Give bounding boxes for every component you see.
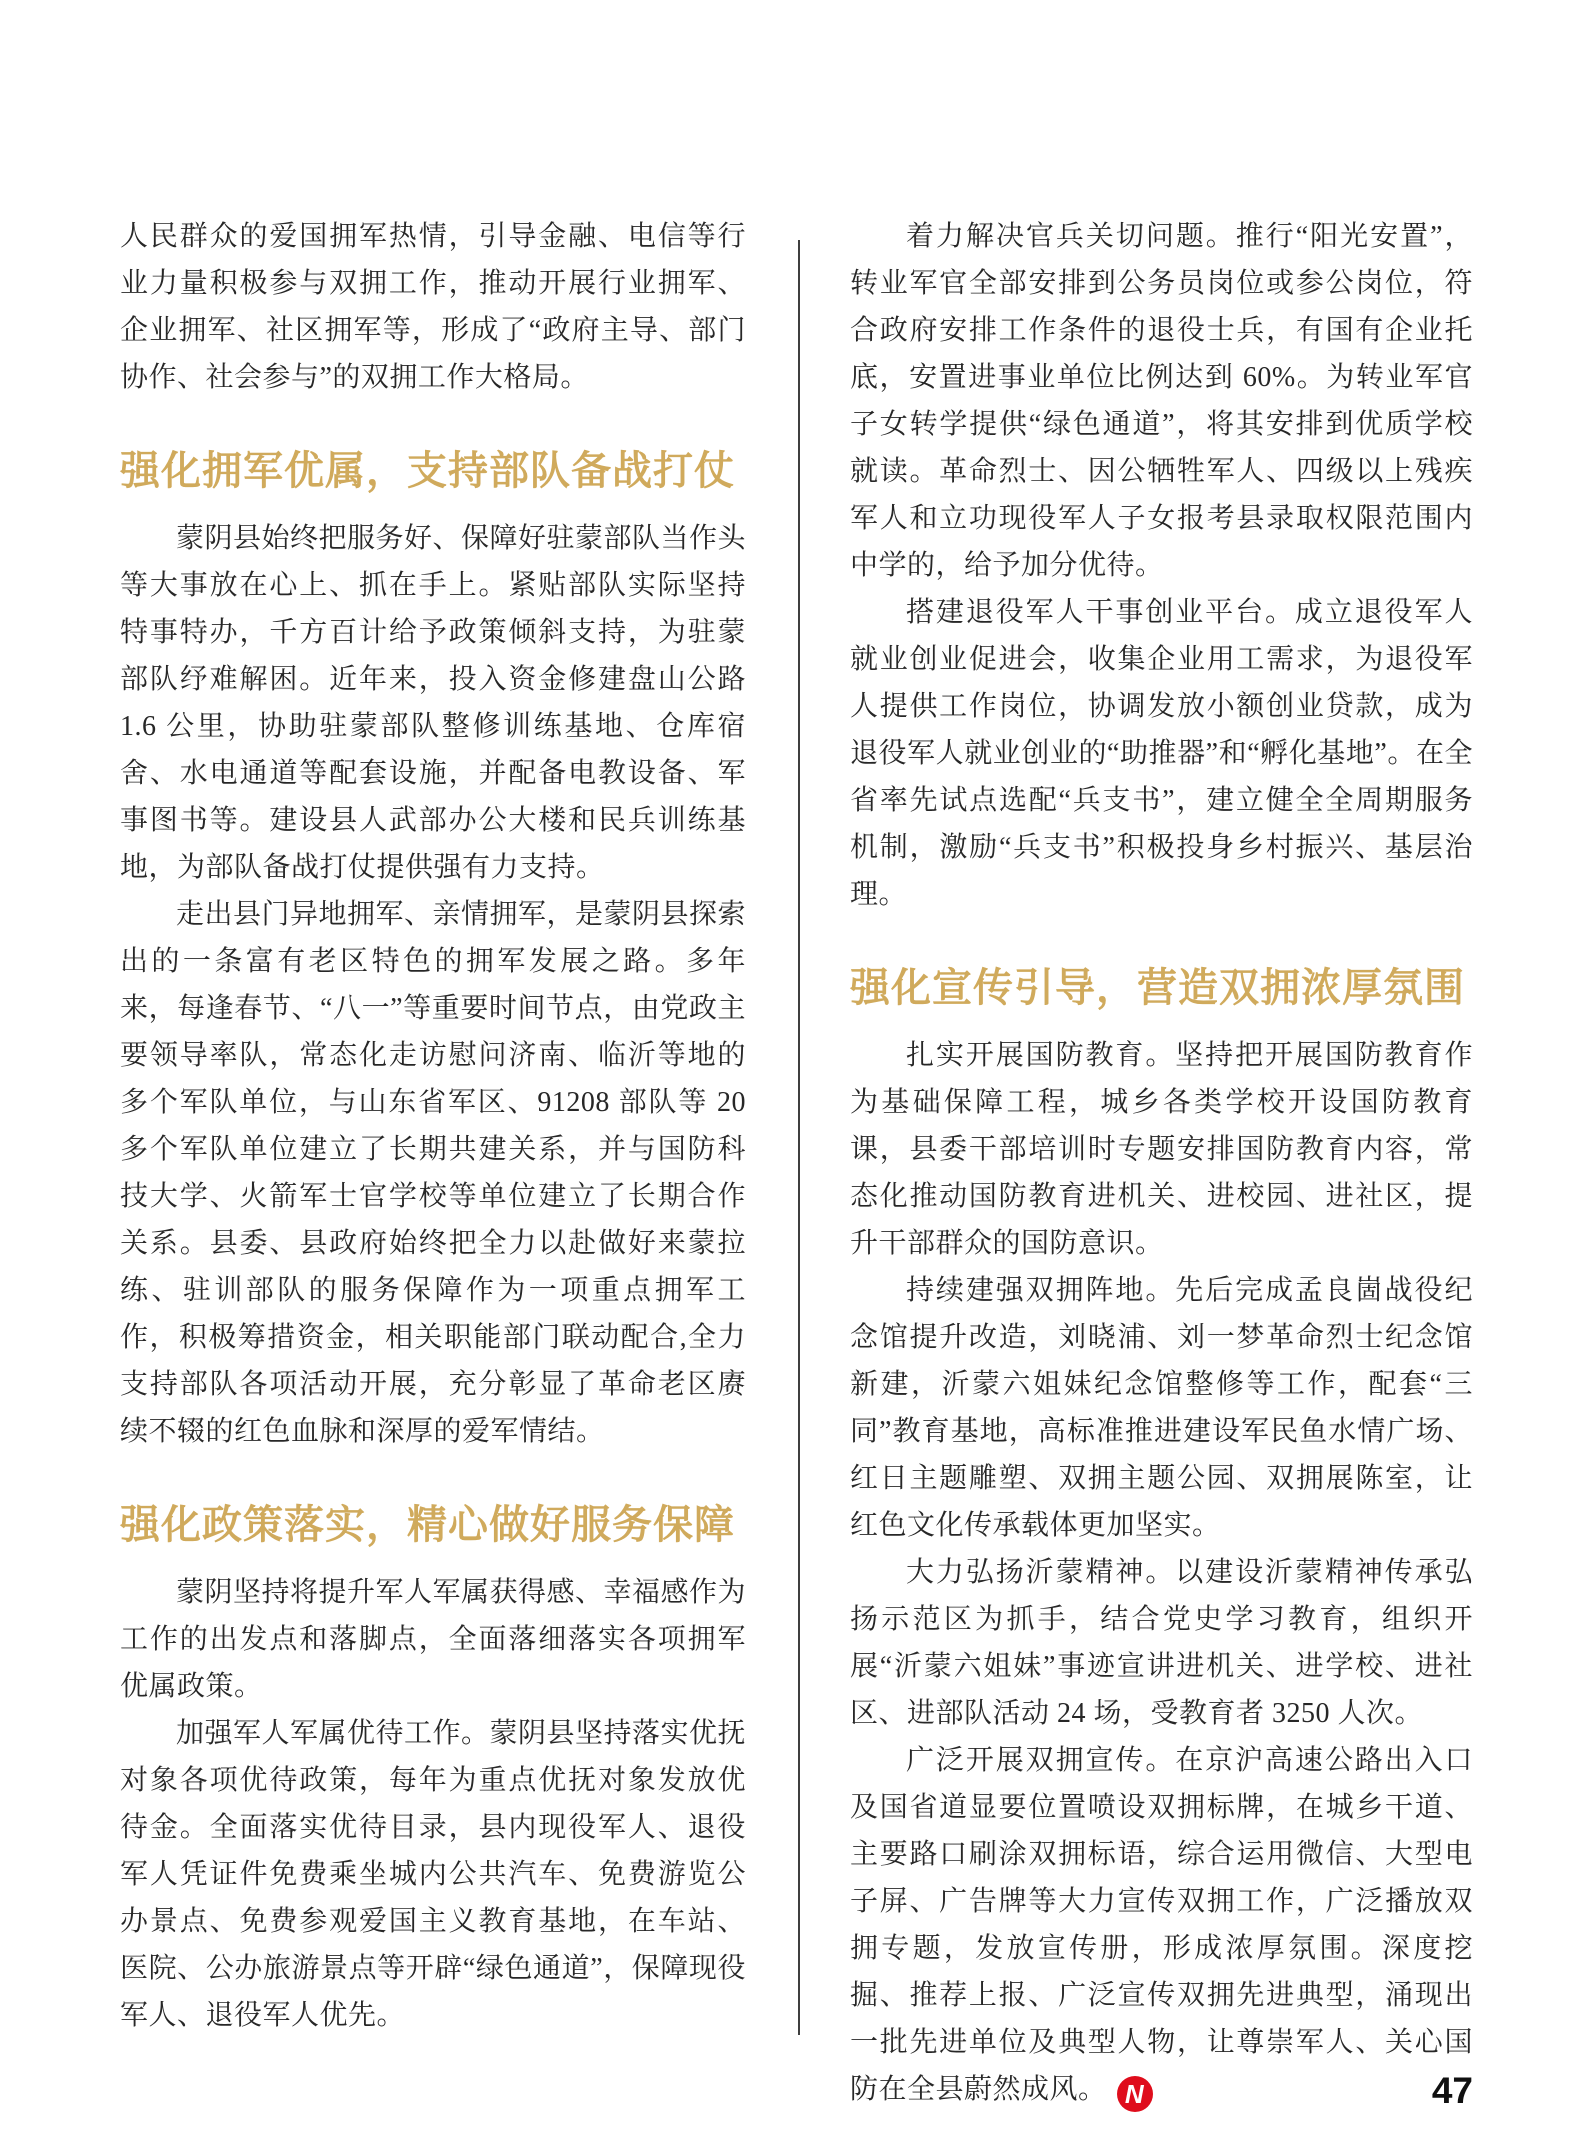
section-heading-1: 强化拥军优属，支持部队备战打仗 [120,449,735,493]
paragraph-text: 广泛开展双拥宣传。在京沪高速公路出入口及国省道显要位置喷设双拥标牌，在城乡干道、主要路口刷涂双拥标语，综合运用微信、大型电子屏、广告牌等大力宣传双拥工作，广泛播放双拥专题，发放宣传册，形成浓厚氛围。深度挖掘、推荐上报、广泛宣传双拥先进典型，涌现出一批先进单位及典型人物，让尊崇军人、关心国防在全县蔚然成风。 [850,1745,1473,2105]
section-heading-3: 强化宣传引导，营造双拥浓厚氛围 [850,966,1465,1010]
paragraph-last [850,1737,1473,2113]
paragraph-continuation: 人民群众的爱国拥军热情，引导金融、电信等行业力量积极参与双拥工作，推动开展行业拥军、企业拥军、社区拥军等，形成了“政府主导、部门协作、社会参与”的双拥工作大格局。 [120,221,746,393]
paragraph: 扎实开展国防教育。坚持把开展国防教育作为基础保障工程，城乡各类学校开设国防教育课，县委干部培训时专题安排国防教育内容，常态化推动国防教育进机关、进校园、进社区，提升干部群众的国防意识。 [850,1040,1473,1259]
paragraph: 大力弘扬沂蒙精神。以建设沂蒙精神传承弘扬示范区为抓手，结合党史学习教育，组织开展“沂蒙六姐妹”事迹宣讲进机关、进学校、进社区、进部队活动 24 场，受教育者 3250 人次。 [850,1557,1473,1729]
paragraph: 蒙阴坚持将提升军人军属获得感、幸福感作为工作的出发点和落脚点，全面落细落实各项拥军优属政策。 [120,1577,747,1702]
column-divider [798,240,800,2035]
right-column [850,213,1473,2113]
paragraph: 走出县门异地拥军、亲情拥军，是蒙阴县探索出的一条富有老区特色的拥军发展之路。多年来，每逢春节、“八一”等重要时间节点，由党政主要领导率队，常态化走访慰问济南、临沂等地的多个军队单位，与山东省军区、91208 部队等 20 多个军队单位建立了长期共建关系，并与国防科技大学、火箭军士官学校等单位建立了长期合作关系。县委、县政府始终把全力以赴做好来蒙拉练、驻训部队的服务保障作为一项重点拥军工作，积极筹措资金，相关职能部门联动配合,全力支持部队各项活动开展，充分彰显了革命老区赓续不辍的红色血脉和深厚的爱军情结。 [120,899,747,1447]
section-heading-2: 强化政策落实，精心做好服务保障 [120,1503,735,1547]
paragraph: 持续建强双拥阵地。先后完成孟良崮战役纪念馆提升改造，刘晓浦、刘一梦革命烈士纪念馆新建，沂蒙六姐妹纪念馆整修等工作，配套“三同”教育基地，高标准推进建设军民鱼水情广场、红日主题雕塑、双拥主题公园、双拥展陈室，让红色文化传承载体更加坚实。 [850,1275,1473,1541]
paragraph: 着力解决官兵关切问题。推行“阳光安置”，转业军官全部安排到公务员岗位或参公岗位，符合政府安排工作条件的退役士兵，有国有企业托底，安置进事业单位比例达到 60%。为转业军官子女转学提供“绿色通道”，将其安排到优质学校就读。革命烈士、因公牺牲军人、四级以上残疾军人和立功现役军人子女报考县录取权限范围内中学的，给予加分优待。 [850,221,1473,581]
paragraph: 蒙阴县始终把服务好、保障好驻蒙部队当作头等大事放在心上、抓在手上。紧贴部队实际坚持特事特办，千方百计给予政策倾斜支持，为驻蒙部队纾难解困。近年来，投入资金修建盘山公路 1.6 公里，协助驻蒙部队整修训练基地、仓库宿舍、水电通道等配套设施，并配备电教设备、军事图书等。建设县人武部办公大楼和民兵训练基地，为部队备战打仗提供强有力支持。 [120,523,747,883]
paragraph: 搭建退役军人干事创业平台。成立退役军人就业创业促进会，收集企业用工需求，为退役军人提供工作岗位，协调发放小额创业贷款，成为退役军人就业创业的“助推器”和“孵化基地”。在全省率先试点选配“兵支书”，建立健全全周期服务机制，激励“兵支书”积极投身乡村振兴、基层治理。 [850,597,1473,910]
page-number: 47 [1431,2070,1473,2111]
left-column [120,213,746,2039]
paragraph: 加强军人军属优待工作。蒙阴县坚持落实优抚对象各项优待政策，每年为重点优抚对象发放优待金。全面落实优待目录，县内现役军人、退役军人凭证件免费乘坐城内公共汽车、免费游览公办景点、免费参观爱国主义教育基地，在车站、医院、公办旅游景点等开辟“绿色通道”，保障现役军人、退役军人优先。 [120,1718,747,2031]
end-of-article-icon: N [1117,2076,1153,2112]
